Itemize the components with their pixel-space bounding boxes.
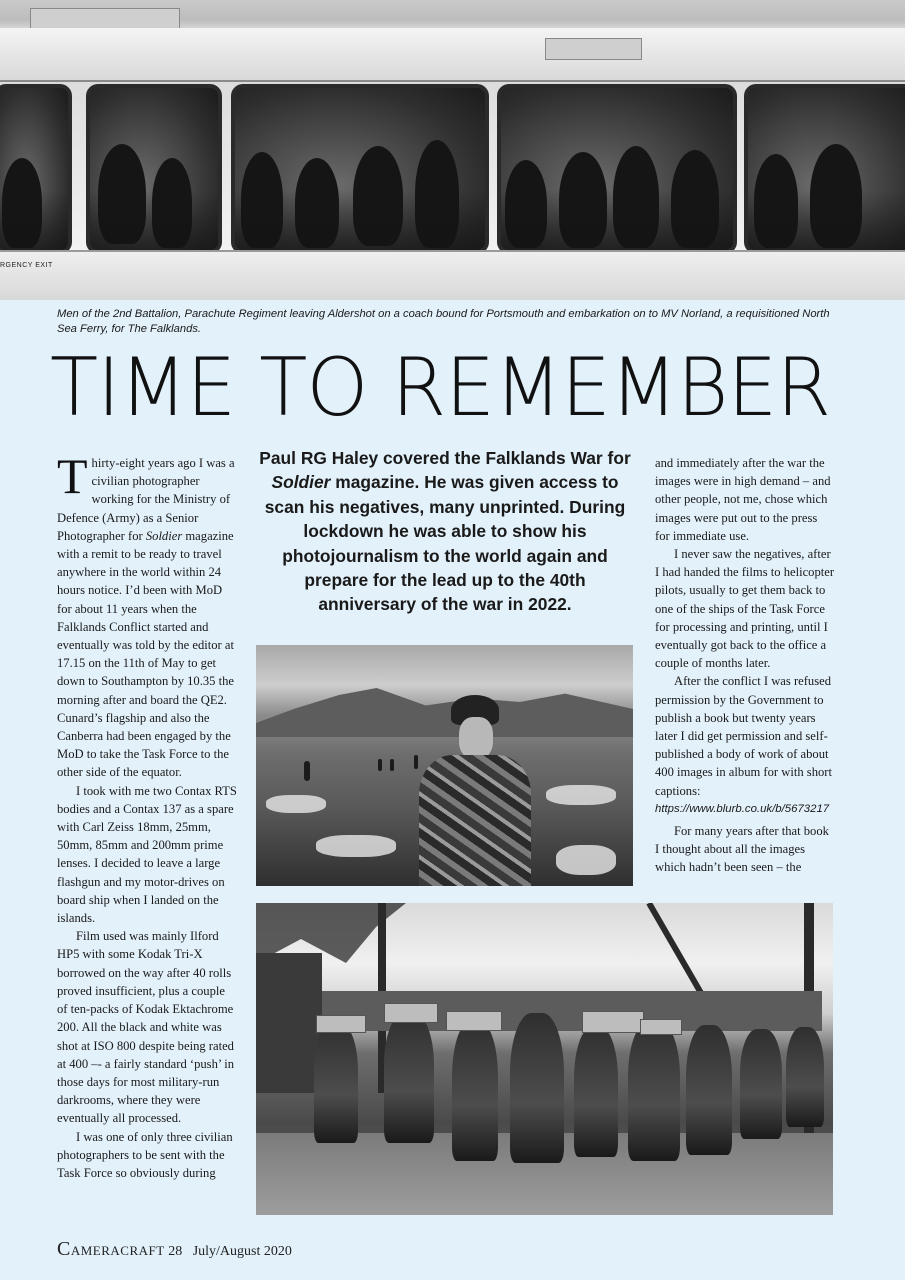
- coach-photo: [0, 0, 905, 300]
- coach-window: [86, 84, 222, 254]
- standfirst: Paul RG Haley covered the Falklands War for Soldier magazine. He was given access to scan his negatives, many unprinted. During lockdown he was able to show his photojournalism to the world again and prepare for the lead up to the 40th anniversary of the war in 2022.: [259, 448, 631, 615]
- blurb-link[interactable]: https://www.blurb.co.uk/b/5673217: [655, 802, 830, 815]
- coach-window: [497, 84, 737, 254]
- body-paragraph: After the conflict I was refused permission by the Government to publish a book but twenty years later I did get permission and self-published a body of work of about 400 images in album for with short captions:: [655, 674, 832, 798]
- body-paragraph: I took with me two Contax RTS bodies and a Contax 137 as a spare with Carl Zeiss 18mm, 25mm, 50mm, 85mm and 200mm prime lenses. I decided to leave a large flashgun and my motor-drives on board ship when I landed on the islands.: [57, 783, 237, 926]
- body-paragraph: I was one of only three civilian photographers to be sent with the Task Force so obviously during: [57, 1129, 233, 1180]
- body-column-right: [655, 454, 835, 877]
- body-paragraph: I never saw the negatives, after I had handed the films to helicopter pilots, usually to get them back to one of the ships of the Task Force for processing and printing, until I eventually got back to the office a couple of months later.: [655, 547, 835, 671]
- body-paragraph: For many years after that book I thought about all the images which hadn’t been seen – the: [655, 824, 829, 875]
- drop-cap: T: [57, 448, 88, 504]
- photographer-portrait-photo: [256, 645, 633, 886]
- photo-caption: Men of the 2nd Battalion, Parachute Regiment leaving Aldershot on a coach bound for Portsmouth and embarkation on to MV Norland, a requisitioned North Sea Ferry, for The Falklands.: [57, 308, 830, 335]
- emergency-exit-label: RGENCY EXIT: [0, 262, 53, 269]
- body-paragraph: and immediately after the war the images were in high demand – and other people, not me, chose which images were put out to the press for immediate use.: [655, 456, 831, 543]
- body-paragraph: Film used was mainly Ilford HP5 with some Kodak Tri-X borrowed on the way after 40 rolls proved insufficient, plus a couple of ten-packs of Kodak Ektachrome 200. All the black and white was shot at ISO 800 despite being rated at 400 –- a fairly standard ‘push’ in those days for most military-run darkrooms, where they were eventually all processed.: [57, 929, 235, 1126]
- soldiers-marching-photo: [256, 903, 833, 1215]
- photographer-figure: [411, 695, 531, 886]
- body-paragraph: Thirty-eight years ago I was a civilian photographer working for the Ministry of Defence (Army) as a Senior Photographer for Soldier magazine with a remit to be ready to travel anywhere in the world within 24 hours notice. I’d been with MoD for about 11 years when the Falklands Conflict started and eventually was told by the editor at 17.15 on the 11th of May to get down to Southampton by 10.35 the morning after and board the QE2. Cunard’s flagship and also the Canberra had been engaged by the MoD to take the Task Force to the other side of the equator.: [57, 448, 235, 780]
- issue-date: July/August 2020: [192, 1244, 292, 1259]
- cameracraft-logo: CAMERACRAFT: [57, 1238, 165, 1260]
- coach-roof-hatch: [545, 38, 642, 60]
- body-column-left: [57, 448, 237, 1182]
- coach-window: [231, 84, 489, 254]
- coach-roof: [0, 28, 905, 82]
- coach-window: [0, 84, 72, 254]
- page-footer: [57, 1238, 292, 1261]
- article-headline: TIME TO REMEMBER: [50, 341, 831, 434]
- coach-window: [744, 84, 905, 254]
- page-number: 28: [168, 1244, 183, 1259]
- coach-body: [0, 250, 905, 300]
